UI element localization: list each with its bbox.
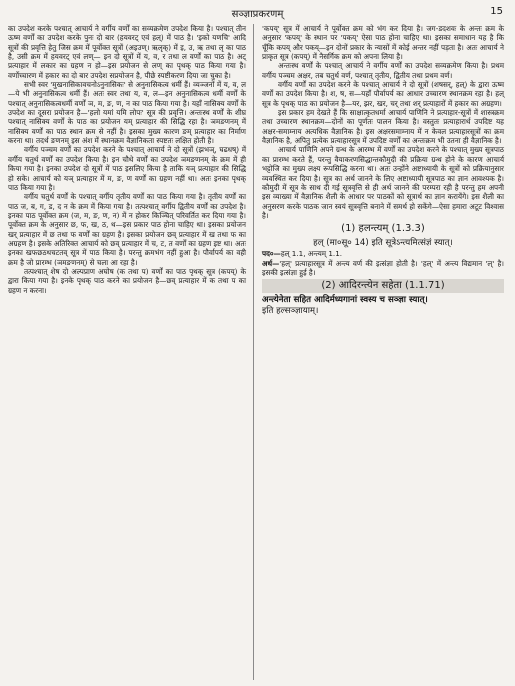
paragraph: अन्तःस्थ वर्णों के पश्चात् आचार्य ने वर्गीय वर्णों का उपदेश सव्यक्रमेण किया है। प्रथम वर्गीय पञ्चम अक्षर, तब चतुर्थ वर्ण, पश्चात् तृतीय, द्वितीय तथा प्रथम वर्ण।	[262, 61, 504, 80]
artha-label: अर्थ—	[262, 258, 280, 268]
page-number: 15	[490, 6, 503, 17]
sutra-text: हल् (मा०सू० 14) इति सूत्रेऽन्त्यमित्संज्ञं स्यात्।	[313, 238, 453, 249]
artha-text: 'हल्' प्रत्याहारसूत्र में अन्त्य वर्ण की इत्संज्ञा होती है। 'हल्' में अन्त्य विद्यमान 'ल्' है। इसकी इत्संज्ञा हुई है।	[262, 258, 504, 277]
right-column	[262, 24, 504, 317]
pada-label: पद०—	[262, 249, 281, 259]
paragraph: तत्पश्चात् शेष दो अल्पप्राण अघोष (क तथा प) वर्णों का पाठ पृथक् सूत्र (कपय्) के द्वारा किया गया है। इनके पृथक् पाठ करने का प्रयोजन है—छव् प्रत्याहार में क तथा प का ग्रहण न करना।	[8, 266, 246, 295]
sutra-heading: (2) आदिरन्त्येन सहेता (1.1.71)	[262, 279, 504, 293]
paragraph: इस प्रकार हम देखते हैं कि साक्षात्कृतधर्मा आचार्य पाणिनि ने प्रत्याहार-सूत्रों में शास्त्रक्रम तथा उच्चारण स्थानक्रम—दोनों का पूर्णतः पालन किया है। वस्तुतः प्रत्याहारार्थ उपदिष्ट यह अक्षर-समाम्नाय अत्यधिक वैज्ञानिक है। इस अक्षरसमाम्नाय में न केवल प्रत्याहारसूत्रों का क्रम वैज्ञानिक है, अपितु प्रत्येक प्रत्याहारसूत्र में उपदिष्ट वर्णों का अन्तःक्रम भी उतना ही वैज्ञानिक है।	[262, 108, 504, 146]
artha-line	[262, 259, 504, 278]
left-column	[8, 24, 246, 295]
paragraph: वर्गीय वर्णों का उपदेश करने के पश्चात् आचार्य ने दो सूत्रों (शषसर्, हल्) के द्वारा ऊष्म वर्णों का उपदेश किया है। श, ष, स—यहाँ पौर्वापर्य का आधार उच्चारण स्थानक्रम रहा है। हल् सूत्र के पृथक् पाठ का प्रयोजन है—यर, झर, खर, चर् तथा शर् प्रत्याहारों में हकार का अग्रहण।	[262, 80, 504, 108]
paragraph: 'कपय्' सूत्र में आचार्य ने पूर्वोक्त क्रम को भंग कर दिया है। जग-डदशवः के अन्तः क्रम के अनुसार 'कपय्' के स्थान पर 'पकय्' ऐसा पाठ होना चाहिए था। इसका समाधान यह है कि चूँकि कपय् और पकय्—इन दोनों प्रकार के न्यासों में कोई अन्तर नहीं पड़ता है। अतः आचार्य ने प्राकृत सूत्र (कपय्) में नैसर्गिक क्रम को अपना लिया है।	[262, 24, 504, 62]
sutra-text: अन्त्येनेता सहित आदिर्मध्यगानां स्वस्य च सञ्ज्ञा स्यात्।	[262, 295, 428, 306]
sutra-end-text: इति हल्सञ्ज्ञायाम्।	[262, 306, 319, 317]
paragraph: आचार्य पाणिनि अपने ग्रन्थ के आरम्भ में वर्णों का उपदेश करने के पश्चात् मुख्य सूत्रपाठ का प्रारम्भ करते हैं, परन्तु वैयाकरणसिद्धान्तकौमुदी की प्रक्रिया ग्रन्थ होने के कारण आचार्य भट्टोजि का मुख्य लक्ष्य रूपसिद्धि करना था। अतः उन्होंने अष्टाध्यायी के सूत्रों को प्रक्रियानुसार व्यवस्थित कर दिया है। सूत्र का अर्थ जानने के लिए अष्टाध्यायी सूत्रपाठ का ज्ञान आवश्यक है। कौमुदी में सूत्र के साथ दी गई सूत्रवृत्ति से ही अर्थ जानने की परम्परा रही है परन्तु हम अपनी इस व्याख्या में वैज्ञानिक शैली के आधार पर पाठकों को सूत्रार्थ का ज्ञान करायेंगे। इस शैली का अनुसरण करके पाठक जान स्वयं सूत्रवृत्ति बनाने में समर्थ हो सकेंगे—ऐसा हमारा अटूट विश्वास है।	[262, 145, 504, 220]
column-divider	[253, 24, 254, 680]
sutra-heading: (1) हलन्त्यम् (1.3.3)	[341, 223, 425, 235]
page-header	[0, 6, 515, 22]
running-title: सञ्ज्ञाप्रकरणम्	[231, 9, 284, 20]
paragraph: वर्गीय चतुर्थ वर्णों के पश्चात् वर्गीय तृतीय वर्णों का पाठ किया गया है। तृतीय वर्णों का पाठ ज, ब, ग, ड, द न के क्रम में किया गया है। तत्पश्चात् वर्गीय द्वितीय वर्णों का उपदेश है। इनका पाठ पूर्वोक्त क्रम (ज, म, ङ, ण, न) में न होकर किञ्चित् परिवर्तित कर दिया गया है। पूर्वोक्त क्रम के अनुसार छ, फ, ख, ठ, थ—इस प्रकार पाठ होना चाहिए था। इसका प्रयोजन खर् प्रत्याहार में छ तथा फ वर्णों का ग्रहण है। इसका प्रयोजन छव् प्रत्याहार में ख तथा फ का अग्रहण है। इसके अतिरिक्त आचार्य को छव् प्रत्याहार में च, ट, त वर्णों का ग्रहण इष्ट था। अतः इनका खफछठथचटतव् सूत्र में पाठ किया है। परन्तु क्रमभंग नहीं हुआ है। पौर्वापर्य का वही क्रम है जो प्रारम्भ (ञमङणनम्) से चला आ रहा है।	[8, 192, 246, 267]
paragraph: का उपदेश करके पश्चात् आचार्य ने वर्गीय वर्णों का सव्यक्रमेण उपदेश किया है। पश्चात् तीन ऊष्म वर्णों का उपदेश करके पुनः दो बार (हयवरट् एवं हल्) में पाठ है। 'इको यणचि' आदि सूत्रों की प्रवृत्ति हेतु जिस क्रम में पूर्वोक्त सूत्रों (अइउण्। ऋलृक्) में इ, उ, ऋ तथा लृ का पाठ है, उसी क्रम में हयवरट् एवं लण्— इन दो सूत्रों में य, व, र तथा ल वर्णों का पाठ है। अट् प्रत्याहार में लकार का ग्रहण न हो—इस प्रयोजन से लण् का पृथक् पाठ किया गया है। वर्णोच्चारण में हकार का दो बार उपदेश सप्रयोजन है, पीछे स्पष्टीकरण दिया जा चुका है।	[8, 24, 246, 80]
paragraph: वर्गीय पञ्चम वर्णों का उपदेश करने के पश्चात् आचार्य ने दो सूत्रों (झभञ्, घढधष्) में वर्गीय चतुर्थ वर्णों का उपदेश किया है। इन चौथे वर्णों का उपदेश ञमङणनम् के क्रम में ही किया गया है। इनका उपदेश दो सूत्रों में पाठ इसलिए किया है ताकि यञ् प्रत्याहार की सिद्धि हो सके। आचार्य को यञ् प्रत्याहार में म, ङ, ण वर्णों का ग्रहण नहीं था। अतः इनका पृथक् पाठ किया गया है।	[8, 145, 246, 192]
pada-text: हल् 1.1, अन्त्यम् 1.1.	[280, 249, 343, 259]
paragraph: सभी स्वर 'मुखनासिकावचनोऽनुनासिकः' से अनुनासिकत्व धर्मी हैं। व्यञ्जनों में य, व, ल—ये भी अनुनासिकत्व धर्मी हैं। अतः स्वर तथा य, व, ल—इन अनुनासिकत्व धर्मी वर्णों के पश्चात् अनुनासिकत्वधर्मी वर्णों ञ, म, ङ, ण, न का पाठ किया गया है। यहाँ नासिक्य वर्णों के उपदेश का दूसरा प्रयोजन है—'हलो यमां यमि लोपः' सूत्र की प्रवृत्ति। अन्तःस्थ वर्णों के शीघ्र पश्चात् नासिक्य वर्णों के पाठ का प्रयोजन यम् प्रत्याहार की सिद्धि रहा है। ञमङणनम् में नासिक्य वर्णों का पाठ स्थान क्रम से नहीं है। इसका मुख्य कारण ङम् प्रत्याहार का निर्माण करना था। तदर्थ ङणनम् इस अंश में स्थानक्रम वैज्ञानिकता स्पष्टतः लक्षित होती है।	[8, 80, 246, 146]
pada-line	[262, 249, 504, 258]
